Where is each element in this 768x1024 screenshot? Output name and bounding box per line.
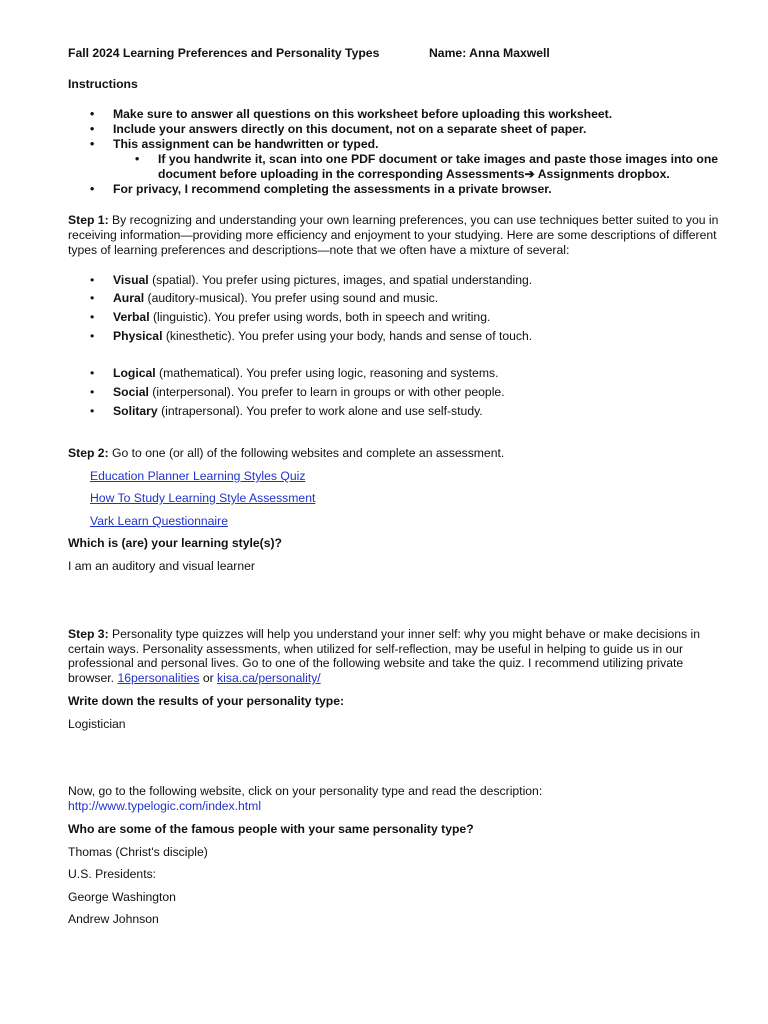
student-name: Name: Anna Maxwell [429, 46, 550, 60]
famous-people-answer: Andrew Johnson [68, 912, 159, 926]
learning-style-item: • Aural (auditory-musical). You prefer using sound and music. [90, 291, 439, 305]
step3-paragraph-line: professional and personal lives. Go to one of the following website and take the quiz. I recommend utilizing private [68, 656, 684, 670]
step2-paragraph: Step 2: Go to one (or all) of the following websites and complete an assessment. [68, 446, 505, 460]
learning-style-question: Which is (are) your learning style(s)? [68, 536, 283, 550]
famous-people-answer: Thomas (Christ's disciple) [68, 845, 208, 859]
step2-label: Step 2: [68, 446, 109, 460]
how-to-study-link[interactable]: How To Study Learning Style Assessment [90, 491, 316, 505]
bullet-icon: • [90, 122, 95, 136]
instruction-sub-item-cont: document before uploading in the corresponding Assessments➔ Assignments dropbox. [158, 167, 670, 181]
step3-paragraph-line: Step 3: Personality type quizzes will help you understand your inner self: why you might behave or make decisions in [68, 627, 701, 641]
learning-style-item: • Social (interpersonal). You prefer to learn in groups or with other people. [90, 385, 505, 399]
step3-paragraph-line: browser. 16personalities or kisa.ca/personality/ [68, 671, 321, 685]
personality-question: Write down the results of your personality type: [68, 694, 345, 708]
famous-people-answer: U.S. Presidents: [68, 867, 157, 881]
instruction-item: • Make sure to answer all questions on this worksheet before uploading this worksheet. [90, 107, 613, 121]
learning-style-answer: I am an auditory and visual learner [68, 559, 255, 573]
instruction-item: • For privacy, I recommend completing the assessments in a private browser. [90, 182, 552, 196]
arrow-right-icon: ➔ [524, 167, 535, 181]
typelogic-instruction: Now, go to the following website, click on your personality type and read the description: [68, 784, 543, 798]
instruction-item: • This assignment can be handwritten or typed. [90, 137, 379, 151]
step1-paragraph-line: Step 1: By recognizing and understanding your own learning preferences, you can use techniques better suited to you in [68, 213, 719, 227]
learning-style-item: • Physical (kinesthetic). You prefer using your body, hands and sense of touch. [90, 329, 533, 343]
step3-paragraph-line: certain ways. Personality assessments, when utilized for self-reflection, may be useful in helping to guide us in our [68, 642, 684, 656]
document-title: Fall 2024 Learning Preferences and Personality Types [68, 46, 380, 60]
step1-label: Step 1: [68, 213, 109, 227]
step3-label: Step 3: [68, 627, 109, 641]
bullet-icon: • [90, 366, 95, 380]
kisa-personality-link[interactable]: kisa.ca/personality/ [217, 671, 321, 685]
bullet-icon: • [90, 273, 95, 287]
bullet-icon: • [90, 107, 95, 121]
learning-style-item: • Logical (mathematical). You prefer using logic, reasoning and systems. [90, 366, 499, 380]
bullet-icon: • [90, 310, 95, 324]
16personalities-link[interactable]: 16personalities [117, 671, 200, 685]
step1-paragraph-line: receiving information—providing more efficiency and enjoyment to your studying. Here are some descriptions of different [68, 228, 717, 242]
instructions-heading: Instructions [68, 77, 138, 91]
education-planner-link[interactable]: Education Planner Learning Styles Quiz [90, 469, 306, 483]
bullet-icon: • [135, 152, 140, 166]
famous-people-question: Who are some of the famous people with your same personality type? [68, 822, 474, 836]
instruction-sub-item: • If you handwrite it, scan into one PDF document or take images and paste those images into one [135, 152, 719, 166]
bullet-icon: • [90, 291, 95, 305]
famous-people-answer: George Washington [68, 890, 176, 904]
learning-style-item: • Solitary (intrapersonal). You prefer to work alone and use self-study. [90, 404, 483, 418]
bullet-icon: • [90, 404, 95, 418]
learning-style-item: • Visual (spatial). You prefer using pictures, images, and spatial understanding. [90, 273, 533, 287]
instruction-item: • Include your answers directly on this document, not on a separate sheet of paper. [90, 122, 587, 136]
bullet-icon: • [90, 137, 95, 151]
learning-style-item: • Verbal (linguistic). You prefer using words, both in speech and writing. [90, 310, 491, 324]
bullet-icon: • [90, 385, 95, 399]
typelogic-link[interactable]: http://www.typelogic.com/index.html [68, 799, 262, 813]
bullet-icon: • [90, 182, 95, 196]
bullet-icon: • [90, 329, 95, 343]
personality-answer: Logistician [68, 717, 126, 731]
vark-learn-link[interactable]: Vark Learn Questionnaire [90, 514, 228, 528]
step1-paragraph-line: types of learning preferences and descriptions—note that we often have a mixture of several: [68, 243, 570, 257]
